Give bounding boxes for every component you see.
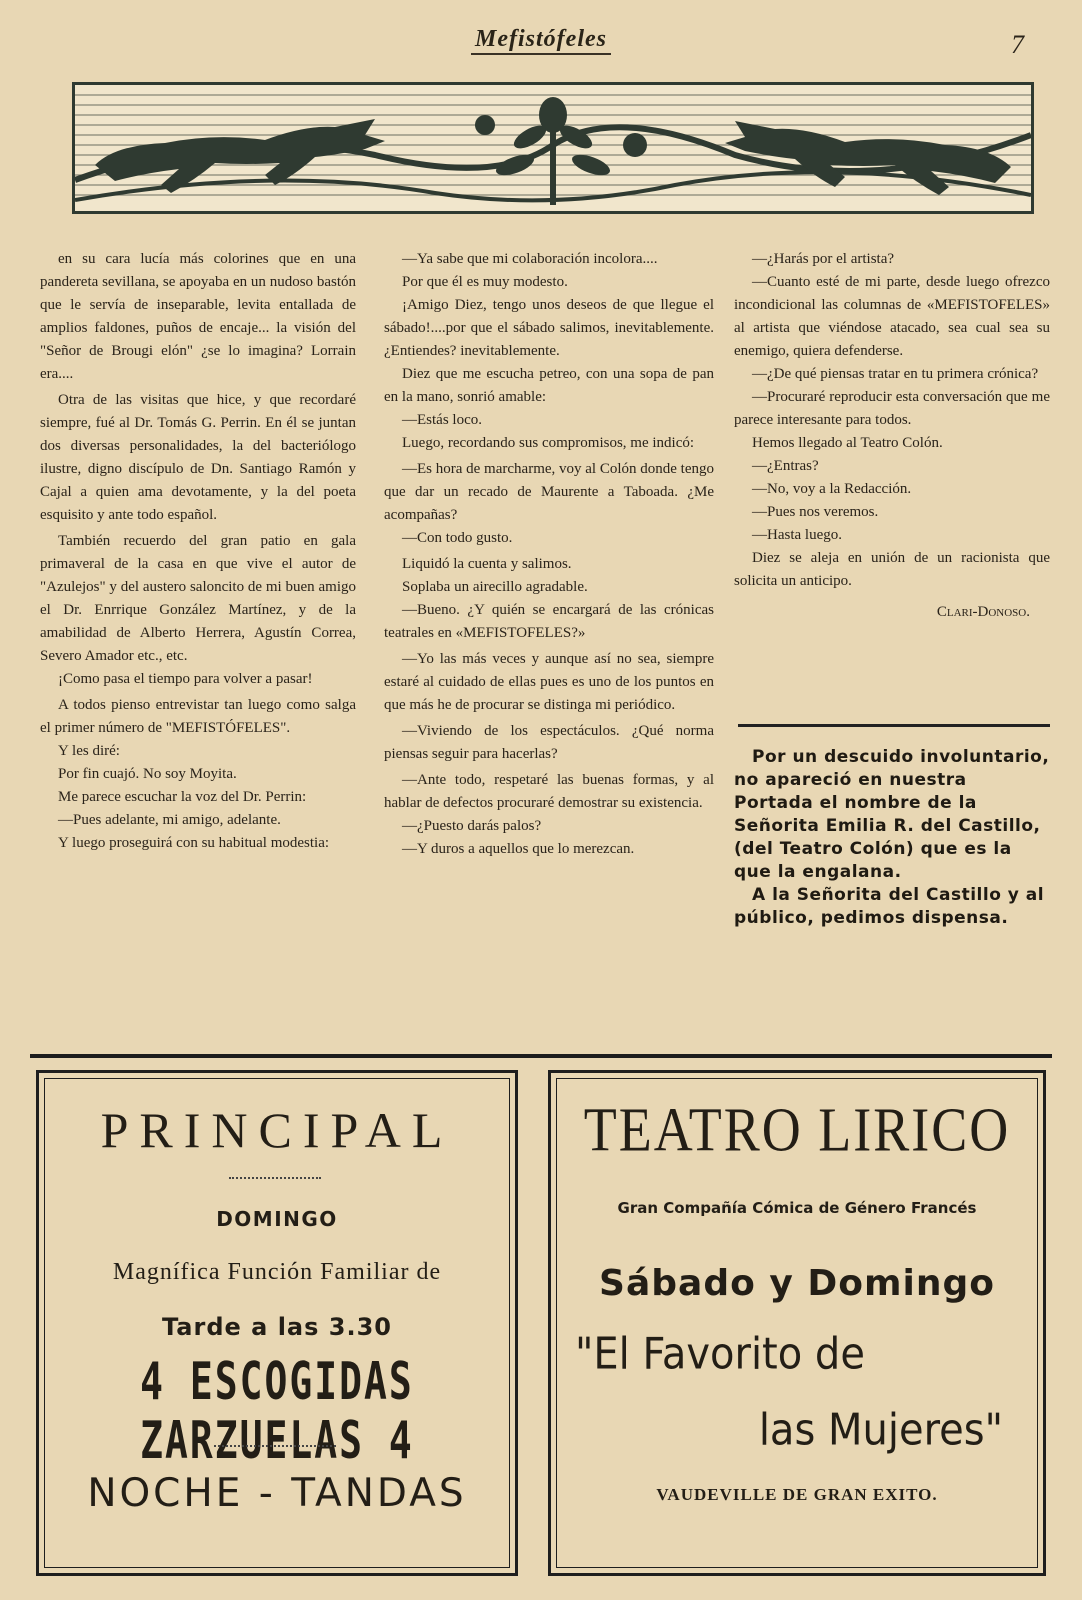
paragraph: —Bueno. ¿Y quién se encargará de las crónicas teatrales en «MEFISTOFELES?» — [384, 602, 714, 641]
paragraph: Y les diré: — [58, 743, 120, 759]
ad-function: Magnífica Función Familiar de — [112, 1259, 442, 1285]
paragraph: Me parece escuchar la voz del Dr. Perrin: — [58, 789, 307, 805]
paragraph: —Hasta luego. — [752, 527, 842, 543]
paragraph: —Estás loco. — [402, 412, 482, 428]
paragraph: Soplaba un airecillo agradable. — [402, 579, 588, 595]
ad-day: DOMINGO — [216, 1207, 338, 1231]
ad-play-title-line2: las Mujeres" — [758, 1404, 1003, 1456]
paragraph: —Yo las más veces y aunque así no sea, siempre estaré al cuidado de ellas pues es uno de los puntos en que más he de procurar se distinga mi periódico. — [384, 651, 714, 713]
page-number: 7 — [1011, 30, 1024, 59]
paragraph: —¿De qué piensas tratar en tu primera crónica? — [752, 366, 1039, 382]
paragraph: Otra de las visitas que hice, y que recordaré siempre, fué al Dr. Tomás G. Perrin. En él se juntan dos diversas personalidades, la del bacteriólogo ilustre, digno discípulo de Dn. Santiago Ramón y Cajal a quien ama devotamente, y la del poeta esquisito y ante todo español. — [40, 392, 356, 523]
article-column-2 — [384, 248, 714, 861]
paragraph: A todos pienso entrevistar tan luego como salga el primer número de "MEFISTÓFELES". — [40, 697, 356, 736]
paragraph: —Pues nos veremos. — [752, 504, 879, 520]
ad-divider-rule — [30, 1054, 1052, 1058]
paragraph: —¿Puesto darás palos? — [402, 818, 542, 834]
paragraph: —¿Harás por el artista? — [752, 251, 895, 267]
paragraph: —Procuraré reproducir esta conversación que me parece interesante para todos. — [734, 389, 1050, 428]
paragraph: —Y duros a aquellos que lo merezcan. — [402, 841, 635, 857]
ad-teatro-principal — [36, 1070, 518, 1576]
ad-zarzuelas: 4 ESCOGIDAS ZARZUELAS 4 — [140, 1351, 414, 1471]
paragraph: Diez se aleja en unión de un racionista que solicita un anticipo. — [734, 550, 1050, 589]
notice-paragraph: Por un descuido involuntario, no apareció en nuestra Portada el nombre de la Señorita Emilia R. del Castillo, (del Teatro Colón) que es la que la engalana. — [734, 747, 1050, 882]
ad-days: Sábado y Domingo — [599, 1263, 995, 1304]
wolf-and-flower-illustration — [75, 85, 1031, 211]
dotted-rule — [229, 1177, 321, 1179]
paragraph: —Es hora de marcharme, voy al Colón donde tengo que dar un recado de Maurente a Taboada. ¿Me acompañas? — [384, 461, 714, 523]
paragraph: ¡Amigo Diez, tengo unos deseos de que llegue el sábado!....por que el sábado salimos, inevitablemente. ¿Entiendes? inevitablemente. — [384, 297, 714, 359]
paragraph: Luego, recordando sus compromisos, me indicó: — [402, 435, 695, 451]
paragraph: Por que él es muy modesto. — [402, 274, 568, 290]
paragraph: —Cuanto esté de mi parte, desde luego ofrezco incondicional las columnas de «MEFISTOFELES» al artista que viéndose atacado, sea cual sea su enemigo, quiera defenderse. — [734, 274, 1050, 359]
paragraph: —Con todo gusto. — [402, 530, 513, 546]
paragraph: —Viviendo de los espectáculos. ¿Qué norma piensas seguir para hacerlas? — [384, 723, 714, 762]
paragraph: Diez que me escucha petreo, con una sopa de pan en la mano, sonrió amable: — [384, 366, 714, 405]
paragraph: —Ante todo, respetaré las buenas formas, y al hablar de defectos procuraré demostrar su existencia. — [384, 772, 714, 811]
paragraph: También recuerdo del gran patio en gala primaveral de la casa en que vive el autor de "Azulejos" y del austero saloncito de mi buen amigo el Dr. Enrrique González Martínez, y de la amabilidad de Alberto Herrera, Agustín Correa, Severo Amador etc., etc. — [40, 533, 356, 664]
masthead-title: Mefistófeles — [471, 26, 611, 55]
ad-night: NOCHE - TANDAS — [87, 1471, 467, 1516]
ad-genre: VAUDEVILLE DE GRAN EXITO. — [656, 1485, 938, 1504]
paragraph: ¡Como pasa el tiempo para volver a pasar! — [58, 671, 313, 687]
masthead — [0, 26, 1082, 53]
article-column-3 — [734, 248, 1050, 624]
paragraph: Por fin cuajó. No soy Moyita. — [58, 766, 237, 782]
ad-title: PRINCIPAL — [100, 1102, 454, 1158]
correction-notice — [734, 746, 1050, 930]
paragraph: en su cara lucía más colorines que en una pandereta sevillana, se apoyaba en un nudoso bastón que le servía de inseparable, levita entallada de amplios faldones, puños de encaje... la visión del "Señor de Brougi elón" ¿se lo imagina? Lorrain era.... — [40, 251, 356, 382]
ad-title: TEATRO LIRICO — [583, 1095, 1011, 1165]
dotted-rule — [214, 1445, 336, 1447]
paragraph: —Ya sabe que mi colaboración incolora.... — [402, 251, 658, 267]
ad-time: Tarde a las 3.30 — [162, 1313, 392, 1341]
paragraph: —¿Entras? — [752, 458, 819, 474]
ad-play-title-line1: "El Favorito de — [575, 1328, 865, 1380]
paragraph: Liquidó la cuenta y salimos. — [402, 556, 572, 572]
paragraph: —Pues adelante, mi amigo, adelante. — [58, 812, 281, 828]
ad-teatro-lirico — [548, 1070, 1046, 1576]
paragraph: —No, voy a la Redacción. — [752, 481, 912, 497]
section-rule — [738, 724, 1050, 727]
article-column-1 — [40, 248, 356, 855]
paragraph: Hemos llegado al Teatro Colón. — [752, 435, 943, 451]
author-signature: Clari-Donoso. — [936, 604, 1030, 620]
ad-company: Gran Compañía Cómica de Género Francés — [617, 1199, 977, 1217]
article-columns — [40, 248, 1050, 1028]
decorative-banner — [72, 82, 1034, 214]
paragraph: Y luego proseguirá con su habitual modestia: — [58, 835, 330, 851]
notice-paragraph: A la Señorita del Castillo y al público, pedimos dispensa. — [734, 885, 1045, 928]
